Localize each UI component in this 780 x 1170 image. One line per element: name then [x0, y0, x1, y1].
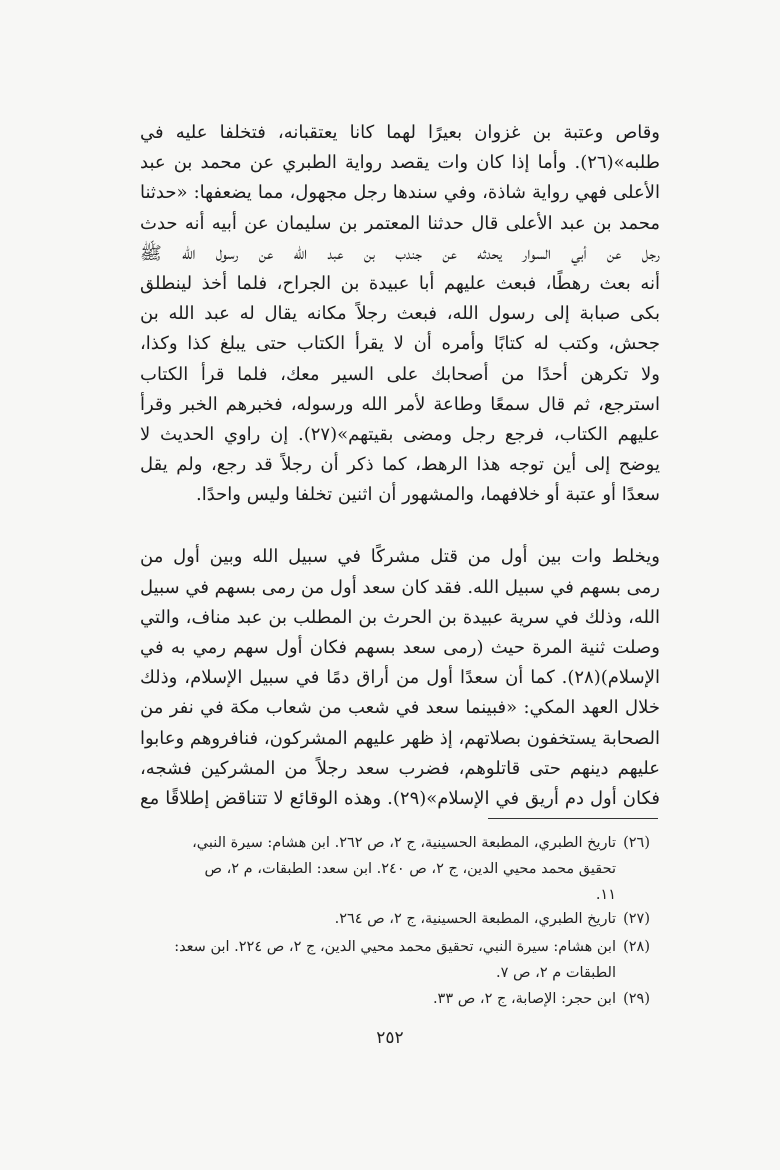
text-line: بكى صبابة إلى رسول الله، فبعث رجلاً مكانه يقال له عبد الله بن	[140, 303, 660, 325]
footnote-number: (٢٨)	[623, 939, 650, 955]
paragraph-2	[140, 542, 660, 814]
text-line: الأعلى فهي رواية شاذة، وفي سندها رجل مجهول، مما يضعفها: «حدثنا	[140, 182, 660, 204]
text-line: الصحابة يستخفون بصلاتهم، إذ ظهر عليهم المشركون، فنافروهم وعابوا	[140, 727, 660, 749]
footnote-text: ١١.	[595, 887, 616, 903]
main-text	[140, 118, 660, 814]
text-line: استرجع، ثم قال سمعًا وطاعة لأمر الله ورسوله، فخبرهم الخبر وقرأ	[140, 393, 660, 415]
footnote-text: الطبقات م ٢، ص ٧.	[496, 965, 616, 981]
page-number: ٢٥٢	[376, 1028, 404, 1048]
text-line: ولا تكرهن أحدًا من أصحابك على السير معك، فلما قرأ الكتاب	[140, 363, 660, 385]
footnote-text: تاريخ الطبري، المطبعة الحسينية، ج ٢، ص ٢٦٤.	[334, 911, 616, 927]
text-line: رمى بسهم في سبيل الله. فقد كان سعد أول من رمى بسهم في سبيل	[140, 576, 660, 598]
footnote-text: ابن هشام: سيرة النبي، تحقيق محمد محيي الدين، ج ٢، ص ٢٢٤. ابن سعد:	[174, 939, 616, 955]
text-line: طلبه»(٢٦). وأما إذا كان وات يقصد رواية الطبري عن محمد بن عبد	[140, 152, 660, 174]
footnote-29	[118, 986, 650, 1012]
text-line: فكان أول دم أريق في الإسلام»(٢٩). وهذه الوقائع لا تتناقض إطلاقًا مع	[140, 787, 660, 809]
text-line: عليهم دينهم حتى قاتلوهم، فضرب سعد رجلاً من المشركين فشجه،	[140, 757, 660, 779]
footnote-26	[118, 830, 650, 908]
paragraph-gap	[140, 510, 660, 542]
footnote-divider	[488, 818, 658, 819]
footnote-text: ابن حجر: الإصابة، ج ٢، ص ٣٣.	[432, 991, 616, 1007]
text-line: وقاص وعتبة بن غزوان بعيرًا لهما كانا يعتقبانه، فتخلفا عليه في	[140, 122, 660, 143]
text-line: محمد بن عبد الأعلى قال حدثنا المعتمر بن سليمان عن أبيه أنه حدث	[140, 212, 660, 234]
footnote-text: تاريخ الطبري، المطبعة الحسينية، ج ٢، ص ٢٦٢. ابن هشام: سيرة النبي،	[192, 835, 616, 851]
text-line: خلال العهد المكي: «فبينما سعد في شعب من شعاب مكة في نفر من	[140, 697, 660, 719]
text-line: رجل عن أبي السوار يحدثه عن جندب بن عبد الله عن رسول الله ﷺ	[140, 242, 660, 264]
footnote-number: (٢٧)	[623, 911, 650, 927]
text-line: جحش، وكتب له كتابًا وأمره أن لا يقرأ الكتاب حتى يبلغ كذا وكذا،	[140, 333, 660, 355]
footnote-text: تحقيق محمد محيي الدين، ج ٢، ص ٢٤٠. ابن سعد: الطبقات، م ٢، ص	[204, 861, 616, 877]
footnote-number: (٢٦)	[623, 835, 650, 851]
footnote-28	[118, 934, 650, 986]
text-line: وصلت ثنية المرة حيث (رمى سعد بسهم فكان أول سهم رمي به في	[140, 637, 660, 658]
text-line: يوضح إلى أين توجه هذا الرهط، كما ذكر أن رجلاً قد رجع، ولم يقل	[140, 454, 660, 476]
text-line: أنه بعث رهطًا، فبعث عليهم أبا عبيدة بن الجراح، فلما أخذ لينطلق	[140, 272, 660, 294]
text-line: ويخلط وات بين أول من قتل مشركًا في سبيل الله وبين أول من	[140, 546, 660, 568]
footnote-number: (٢٩)	[623, 991, 650, 1007]
text-line: الإسلام)(٢٨). كما أن سعدًا أول من أراق دمًا في سبيل الإسلام، وذلك	[140, 667, 660, 689]
paragraph-1	[140, 118, 660, 510]
text-line: سعدًا أو عتبة أو خلافهما، والمشهور أن اثنين تخلفا وليس واحدًا.	[196, 484, 660, 506]
text-line: عليهم الكتاب، فرجع رجل ومضى بقيتهم»(٢٧). إن راوي الحديث لا	[140, 423, 660, 445]
text-line: الله، وذلك في سرية عبيدة بن الحرث بن المطلب بن عبد مناف، والتي	[140, 606, 660, 628]
footnote-27	[118, 906, 650, 932]
